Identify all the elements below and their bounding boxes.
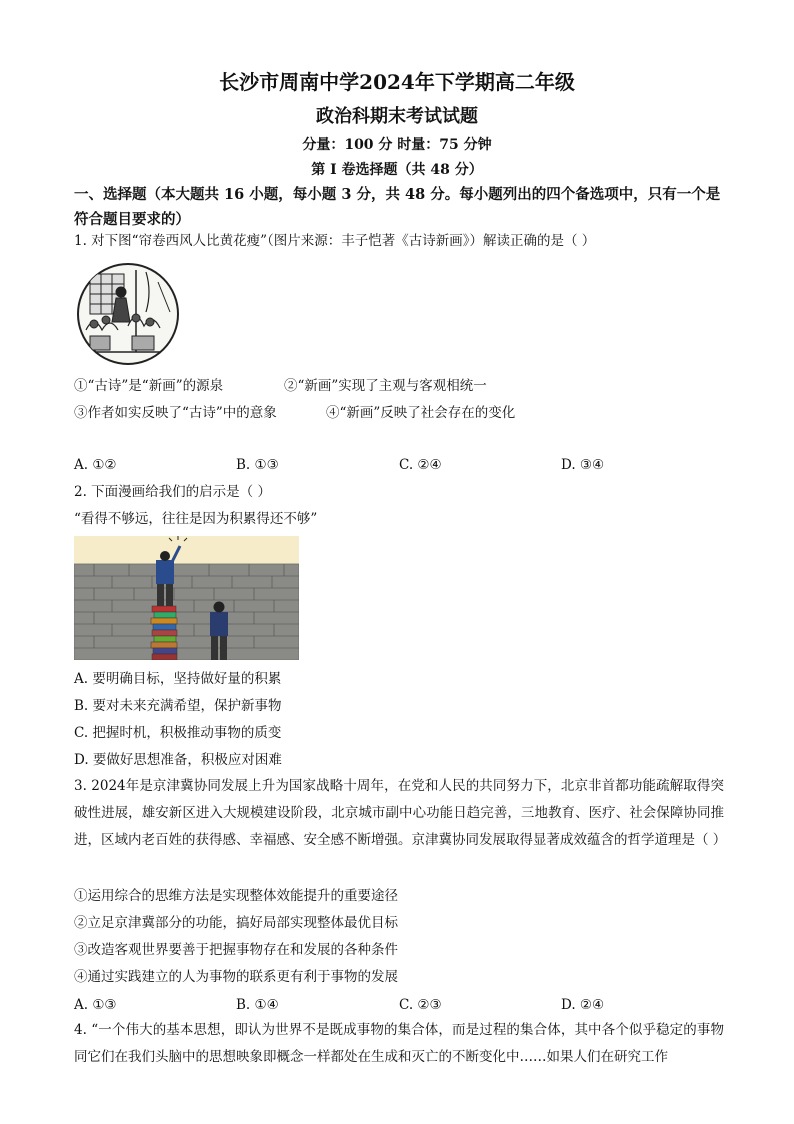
- exam-subtitle: 政治科期末考试试题: [316, 106, 478, 127]
- q3-option-b: B. ①④: [236, 997, 279, 1013]
- q2-quote: “看得不够远，往往是因为积累得还不够”: [74, 511, 318, 527]
- q1-option-d: D. ③④: [561, 457, 605, 473]
- q2-option-b: B. 要对未来充满希望，保护新事物: [74, 698, 282, 714]
- q3-statement-1: ①运用综合的思维方法是实现整体效能提升的重要途径: [74, 888, 398, 904]
- q2-option-a: A. 要明确目标，坚持做好量的积累: [74, 671, 282, 687]
- q2-option-d: D. 要做好思想准备，积极应对困难: [74, 752, 282, 768]
- q3-statement-4: ④通过实践建立的人为事物的联系更有利于事物的发展: [74, 969, 398, 985]
- q2-option-c: C. 把握时机，积极推动事物的质变: [74, 725, 282, 741]
- exam-title: 长沙市周南中学2024年下学期高二年级: [219, 70, 575, 94]
- exam-meta: 分量：100 分 时量：75 分钟: [302, 137, 492, 153]
- q2-cartoon-image: [74, 536, 299, 660]
- q2-stem: 2. 下面漫画给我们的启示是（ ）: [74, 484, 271, 500]
- q1-statement-4: ④“新画”反映了社会存在的变化: [326, 405, 516, 421]
- q1-option-b: B. ①③: [236, 457, 279, 473]
- q3-statement-3: ③改造客观世界要善于把握事物存在和发展的各种条件: [74, 942, 398, 958]
- q1-illustration-image: [76, 262, 180, 366]
- q3-option-a: A. ①③: [74, 997, 117, 1013]
- q1-statement-1: ①“古诗”是“新画”的源泉: [74, 378, 224, 394]
- q3-stem: 3. 2024年是京津冀协同发展上升为国家战略十周年，在党和人民的共同努力下，北京非首都功能疏解取得突破性进展，雄安新区进入大规模建设阶段，北京城市副中心功能日趋完善，三地教育、医疗、社会保障协同推进，区域内老百姓的获得感、幸福感、安全感不断增强。京津冀协同发展取得显著成效蕴含的哲学道理是（ ）: [74, 778, 727, 848]
- q1-option-a: A. ①②: [74, 457, 117, 473]
- q1-stem: 1. 对下图“帘卷西风人比黄花瘦”（图片来源：丰子恺著《古诗新画》）解读正确的是（ ）: [74, 233, 596, 249]
- q4-stem: 4. “一个伟大的基本思想，即认为世界不是既成事物的集合体，而是过程的集合体，其中各个似乎稳定的事物同它们在我们头脑中的思想映象即概念一样都处在生成和灭亡的不断变化中……如果人们在研究工作: [74, 1022, 724, 1065]
- section-heading: 一、选择题（本大题共 16 小题，每小题 3 分，共 48 分。每小题列出的四个备选项中，只有一个是符合题目要求的）: [74, 186, 721, 228]
- q3-statement-2: ②立足京津冀部分的功能，搞好局部实现整体最优目标: [74, 915, 398, 931]
- volume-heading: 第 I 卷选择题（共 48 分）: [311, 162, 483, 178]
- q3-option-d: D. ②④: [561, 997, 605, 1013]
- q3-option-c: C. ②③: [399, 997, 442, 1013]
- q1-statement-3: ③作者如实反映了“古诗”中的意象: [74, 405, 277, 421]
- q1-option-c: C. ②④: [399, 457, 442, 473]
- q1-statement-2: ②“新画”实现了主观与客观相统一: [284, 378, 487, 394]
